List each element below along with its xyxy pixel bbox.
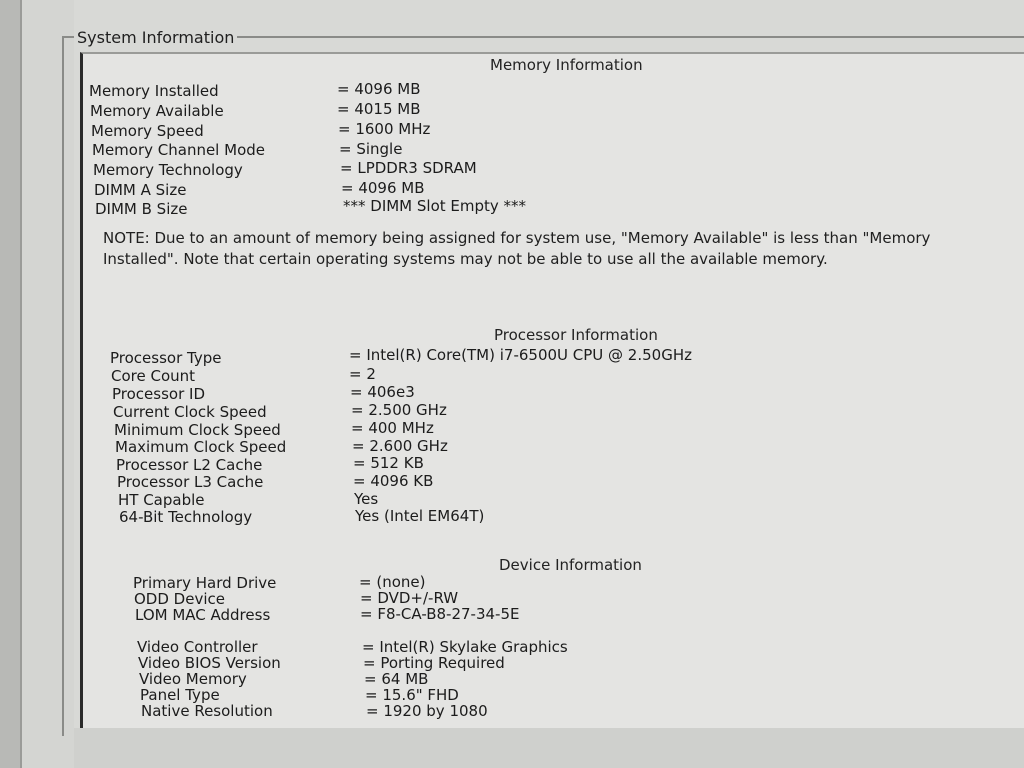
memory-row	[93, 161, 243, 179]
device-row-value	[366, 702, 488, 720]
row-value: = LPDDR3 SDRAM	[340, 159, 477, 177]
row-value: = 406e3	[350, 383, 415, 401]
row-label: ODD Device	[134, 590, 225, 608]
row-value: = Porting Required	[363, 654, 505, 672]
row-label: Processor L2 Cache	[116, 456, 263, 474]
processor-row	[111, 367, 195, 385]
processor-row-value	[355, 507, 484, 525]
row-label: Memory Installed	[89, 82, 219, 100]
processor-row	[110, 349, 221, 367]
processor-row-value	[349, 365, 376, 383]
row-value: = 4096 MB	[337, 80, 421, 98]
memory-row-value	[343, 197, 526, 215]
processor-row-value	[354, 490, 378, 508]
processor-section-title: Processor Information	[494, 326, 658, 344]
row-label: Panel Type	[140, 686, 220, 704]
processor-row	[114, 421, 281, 439]
row-value: = 2	[349, 365, 376, 383]
row-label: Native Resolution	[141, 702, 273, 720]
processor-row	[119, 508, 252, 526]
memory-row-value	[337, 80, 421, 98]
processor-row	[113, 403, 267, 421]
left-edge-strip	[0, 0, 22, 768]
row-label: Memory Channel Mode	[92, 141, 265, 159]
row-value: = 64 MB	[364, 670, 429, 688]
memory-row-value	[338, 120, 430, 138]
row-label: Video BIOS Version	[138, 654, 281, 672]
processor-row-value	[352, 437, 448, 455]
memory-row-value	[340, 159, 477, 177]
row-value: = DVD+/-RW	[360, 589, 459, 607]
row-value: = 400 MHz	[351, 419, 434, 437]
row-label: Primary Hard Drive	[133, 574, 277, 592]
memory-row-value	[339, 140, 402, 158]
memory-row	[89, 82, 219, 100]
memory-row-value	[337, 100, 421, 118]
row-value: = Intel(R) Core(TM) i7-6500U CPU @ 2.50GHz	[349, 346, 692, 364]
processor-row-value	[351, 419, 434, 437]
row-label: Video Controller	[137, 638, 258, 656]
row-label: Processor Type	[110, 349, 222, 367]
processor-row	[118, 491, 205, 509]
processor-row	[112, 385, 205, 403]
row-value: = Single	[339, 140, 403, 158]
row-label: Processor ID	[112, 385, 205, 403]
row-label: DIMM A Size	[94, 181, 187, 199]
row-label: Video Memory	[139, 670, 247, 688]
row-value: = 4015 MB	[337, 100, 421, 118]
device-section-title: Device Information	[499, 556, 642, 574]
processor-row	[117, 473, 263, 491]
memory-row	[94, 181, 186, 199]
processor-row-value	[353, 472, 433, 490]
row-label: HT Capable	[118, 491, 205, 509]
memory-row	[90, 102, 224, 120]
processor-row-value	[353, 454, 424, 472]
row-value: = 512 KB	[353, 454, 424, 472]
row-label: Memory Speed	[91, 122, 204, 140]
processor-row	[116, 456, 262, 474]
row-value: = Intel(R) Skylake Graphics	[362, 638, 568, 656]
row-value: = 2.600 GHz	[352, 437, 448, 455]
processor-row	[115, 438, 286, 456]
memory-section-title: Memory Information	[490, 56, 643, 74]
row-label: Processor L3 Cache	[117, 473, 264, 491]
row-label: Current Clock Speed	[113, 403, 267, 421]
processor-row-value	[350, 383, 415, 401]
row-label: Minimum Clock Speed	[114, 421, 281, 439]
row-label: LOM MAC Address	[135, 606, 271, 624]
row-label: Memory Available	[90, 102, 224, 120]
system-information-content[interactable]	[80, 52, 1024, 728]
row-value: = 15.6" FHD	[365, 686, 459, 704]
row-value: = 1600 MHz	[338, 120, 431, 138]
memory-note: NOTE: Due to an amount of memory being assigned for system use, "Memory Available" is less than "Memory Installed". Note that certain operating systems may not be able to use all the available memory.	[103, 229, 931, 268]
row-value: = 4096 KB	[353, 472, 434, 490]
memory-row	[91, 122, 204, 140]
device-row	[135, 606, 270, 624]
processor-row-value	[349, 346, 692, 364]
row-value: Yes	[354, 490, 379, 508]
row-value: *** DIMM Slot Empty ***	[343, 197, 527, 215]
device-row-value	[360, 605, 519, 623]
row-value: = (none)	[359, 573, 426, 591]
device-row	[141, 702, 273, 720]
row-value: Yes (Intel EM64T)	[355, 507, 485, 525]
row-value: = 2.500 GHz	[351, 401, 447, 419]
row-value: = F8-CA-B8-27-34-5E	[360, 605, 520, 623]
processor-row-value	[351, 401, 447, 419]
memory-row-value	[341, 179, 425, 197]
row-value: = 1920 by 1080	[366, 702, 488, 720]
row-label: 64-Bit Technology	[119, 508, 253, 526]
row-label: Core Count	[111, 367, 196, 385]
row-label: Maximum Clock Speed	[115, 438, 287, 456]
bottom-button-area	[74, 728, 1024, 768]
row-label: Memory Technology	[93, 161, 243, 179]
group-title: System Information	[74, 28, 237, 47]
row-value: = 4096 MB	[341, 179, 425, 197]
memory-row	[95, 200, 187, 218]
row-label: DIMM B Size	[95, 200, 188, 218]
memory-row	[92, 141, 265, 159]
